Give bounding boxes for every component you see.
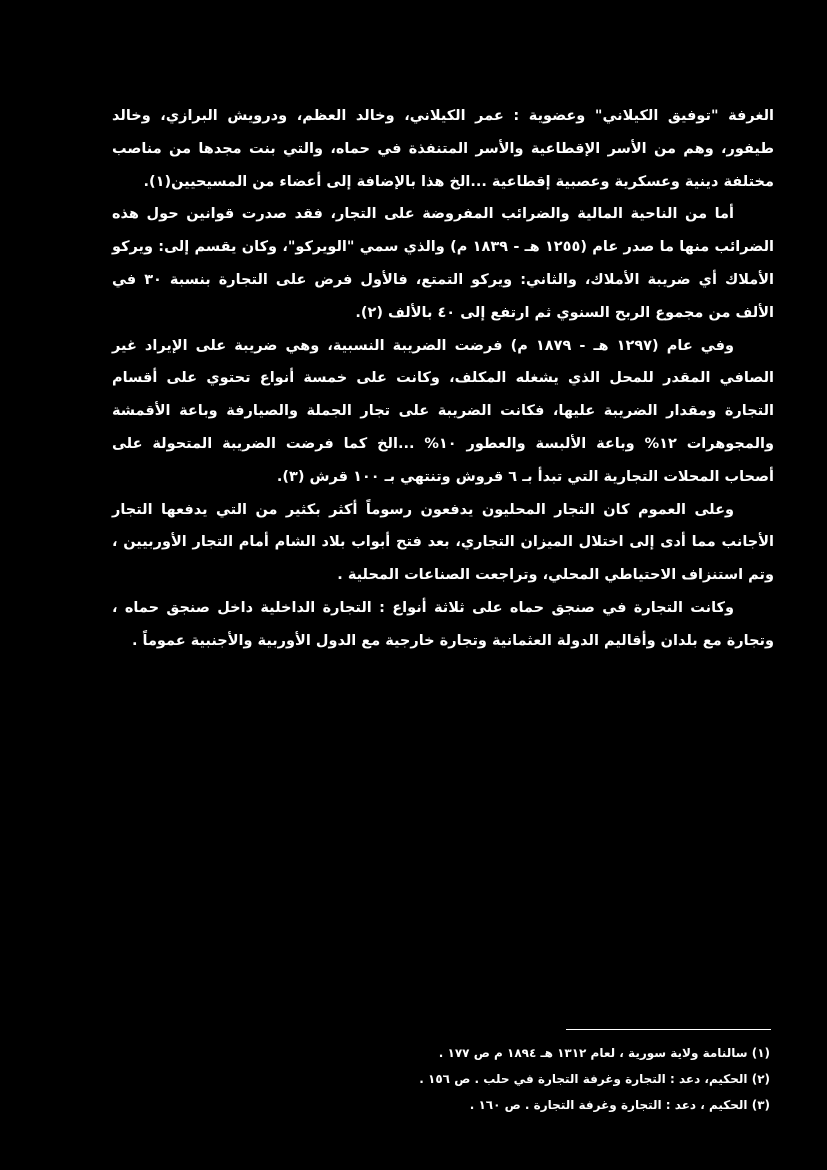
paragraph-5: وكانت التجارة في صنجق حماه على ثلاثة أنواع : التجارة الداخلية داخل صنجق حماه ، وتجارة مع بلدان وأقاليم الدولة العثمانية وتجارة خارجية مع الدول الأوربية والأجنبية عموماً . bbox=[112, 599, 774, 649]
paragraph-3: وفي عام (١٢٩٧ هـ - ١٨٧٩ م) فرضت الضريبة النسبية، وهي ضريبة على الإيراد غير الصافي المقدر للمحل الذي يشغله المكلف، وكانت على خمسة أنواع تحتوي على أقسام التجارة ومقدار الضريبة عليها، فكانت الضريبة على تجار الجملة والصيارفة وباعة الأقمشة والمجوهرات ١٢% وباعة الألبسة والعطور ١٠% ...الخ كما فرضت الضريبة المتحولة على أصحاب المحلات التجارية التي تبدأ بـ ٦ قروش وتنتهي بـ ١٠٠ قرش (٣). bbox=[112, 337, 774, 485]
paragraph-2: أما من الناحية المالية والضرائب المفروضة على التجار، فقد صدرت قوانين حول هذه الضرائب منها ما صدر عام (١٢٥٥ هـ - ١٨٣٩ م) والذي سمي "الويركو"، وكان يقسم إلى: ويركو الأملاك أي ضريبة الأملاك، والثاني: ويركو التمتع، فالأول فرض على التجارة بنسبة ٣٠ في الألف من مجموع الربح السنوي ثم ارتفع إلى ٤٠ بالألف (٢). bbox=[112, 206, 774, 321]
paragraph-1: الغرفة "توفيق الكيلاني" وعضوية : عمر الكيلاني، وخالد العظم، ودرويش البرازي، وخالد طيفور، وهم من الأسر الإقطاعية والأسر المتنفذة في حماه، والتي بنت مجدها من مناصب مختلفة دينية وعسكرية وعصبية إقطاعية ...الخ هذا بالإضافة إلى أعضاء من المسيحيين(١). bbox=[112, 108, 774, 190]
paragraph-4: وعلى العموم كان التجار المحليون يدفعون رسوماً أكثر بكثير من التي يدفعها التجار الأجانب مما أدى إلى اختلال الميزان التجاري، بعد فتح أبواب بلاد الشام أمام التجار الأوربيين ، وتم استنزاف الاحتياطي المحلي، وتراجعت الصناعات المحلية . bbox=[112, 501, 774, 584]
footnote-1: (١) سالنامة ولاية سورية ، لعام ١٣١٢ هـ ١٨٩٤ م ص ١٧٧ . bbox=[438, 1046, 770, 1060]
footnote-separator bbox=[566, 1029, 771, 1030]
footnote-2: (٢) الحكيم، دعد : التجارة وغرفة التجارة في حلب . ص ١٥٦ . bbox=[419, 1072, 770, 1086]
body-text bbox=[112, 100, 774, 658]
footnotes bbox=[300, 1040, 770, 1118]
footnote-3: (٣) الحكيم ، دعد : التجارة وغرفة التجارة . ص ١٦٠ . bbox=[469, 1098, 770, 1112]
